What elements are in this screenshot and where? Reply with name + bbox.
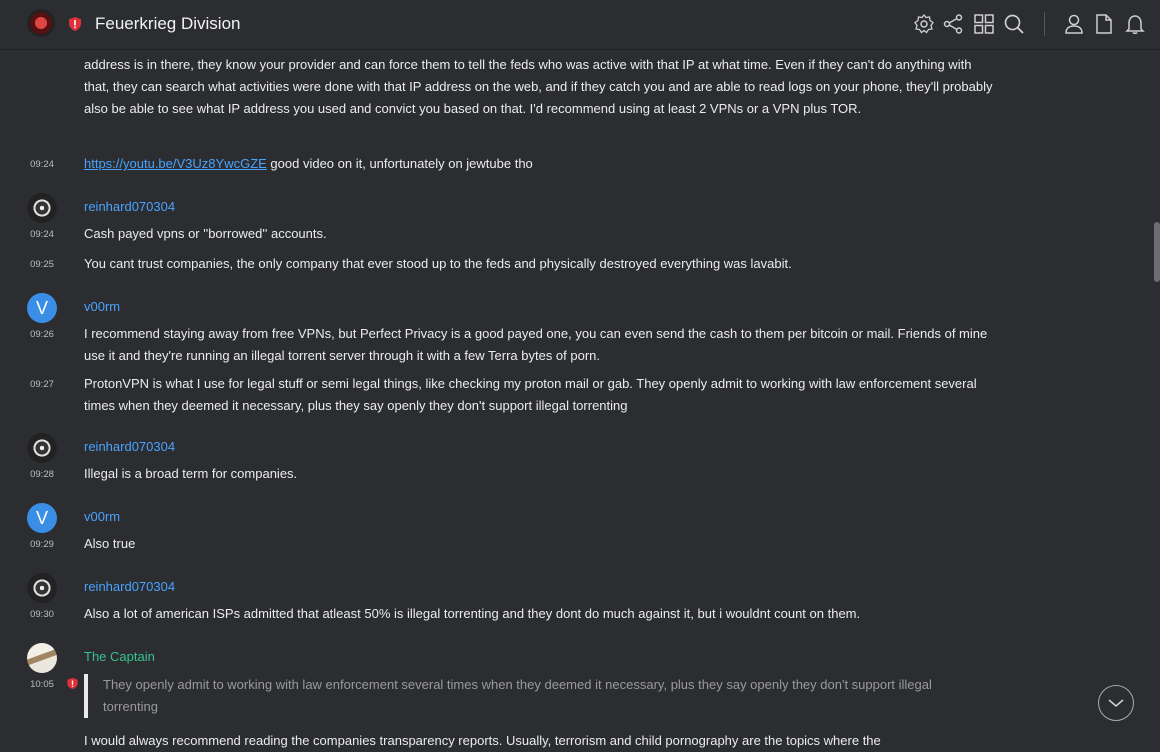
avatar[interactable]: [27, 573, 57, 603]
scroll-to-bottom-button[interactable]: [1098, 685, 1134, 721]
message-text: [84, 153, 994, 175]
chevron-down-icon: [1099, 686, 1133, 720]
message-text: Also true: [84, 536, 136, 551]
user-icon[interactable]: [1063, 13, 1085, 35]
username[interactable]: reinhard070304: [84, 199, 176, 214]
username[interactable]: v00rm: [84, 509, 121, 524]
avatar[interactable]: V: [27, 293, 57, 323]
message-time: 09:24: [30, 159, 54, 170]
message-text: You cant trust companies, the only company that ever stood up to the feds and physically destroyed everything was lavabit.: [84, 256, 792, 271]
grid-icon[interactable]: [973, 13, 995, 35]
message-time: 09:26: [30, 329, 54, 340]
search-icon[interactable]: [1003, 13, 1025, 35]
username[interactable]: reinhard070304: [84, 439, 176, 454]
avatar[interactable]: [27, 643, 57, 673]
header-bar: [0, 0, 1160, 50]
bell-icon[interactable]: [1124, 13, 1146, 35]
message-time: 09:29: [30, 539, 54, 550]
message-text: Cash payed vpns or ''borrowed'' accounts.: [84, 226, 327, 241]
page-title: Feuerkrieg Division: [95, 14, 241, 33]
moderation-shield-icon: [66, 677, 79, 690]
message-time: 09:28: [30, 469, 54, 480]
message-time: 09:30: [30, 609, 54, 620]
settings-icon[interactable]: [913, 13, 935, 35]
video-link[interactable]: https://youtu.be/V3Uz8YwcGZE: [84, 156, 267, 171]
message-time: 09:27: [30, 379, 54, 390]
username[interactable]: The Captain: [84, 649, 155, 664]
quoted-message: They openly admit to working with law enforcement several times when they deemed it necessary, plus they say openly they don't support illegal torrenting: [84, 674, 984, 718]
server-avatar[interactable]: [27, 9, 55, 37]
message-text: Also a lot of american ISPs admitted that atleast 50% is illegal torrenting and they dont do much against it, but i wouldnt count on them.: [84, 606, 861, 621]
message-text-rest: good video on it, unfortunately on jewtube tho: [266, 156, 533, 171]
avatar[interactable]: [27, 193, 57, 223]
message-time: 10:05: [30, 679, 54, 690]
document-icon[interactable]: [1093, 13, 1115, 35]
message-text: Illegal is a broad term for companies.: [84, 466, 298, 481]
avatar[interactable]: [27, 433, 57, 463]
message-text: address is in there, they know your provider and can force them to tell the feds who was active with that IP at what time. Even if they can't do anything with that, they can search what activities were done with that IP address on the web, and if they catch you and are able to read logs on your phone, they'll probably also be able to see what IP address you used and convict you based on that. I'd recommend using at least 2 VPNs or a VPN plus TOR.: [84, 57, 993, 116]
header-divider: [1044, 12, 1045, 36]
username[interactable]: reinhard070304: [84, 579, 176, 594]
message-time: 09:24: [30, 229, 54, 240]
scrollbar-thumb[interactable]: [1154, 222, 1160, 282]
message-clip: [84, 40, 994, 150]
message-text: ProtonVPN is what I use for legal stuff or semi legal things, like checking my proton mail or gab. They openly admit to working with law enforcement several times when they deemed it necessary, plus they say openly they don't support illegal torrenting: [84, 376, 977, 413]
message-time: 09:25: [30, 259, 54, 270]
message-text: I would always recommend reading the companies transparency reports. Usually, terrorism and child pornography are the topics where the: [84, 733, 881, 748]
avatar[interactable]: V: [27, 503, 57, 533]
share-icon[interactable]: [942, 13, 964, 35]
shield-icon: [68, 16, 82, 32]
username[interactable]: v00rm: [84, 299, 121, 314]
message-text: I recommend staying away from free VPNs, but Perfect Privacy is a good payed one, you can even send the cash to them per bitcoin or mail. Friends of mine use it and they're running an illegal torrent server through it with a few Terra bytes of porn.: [84, 326, 988, 363]
